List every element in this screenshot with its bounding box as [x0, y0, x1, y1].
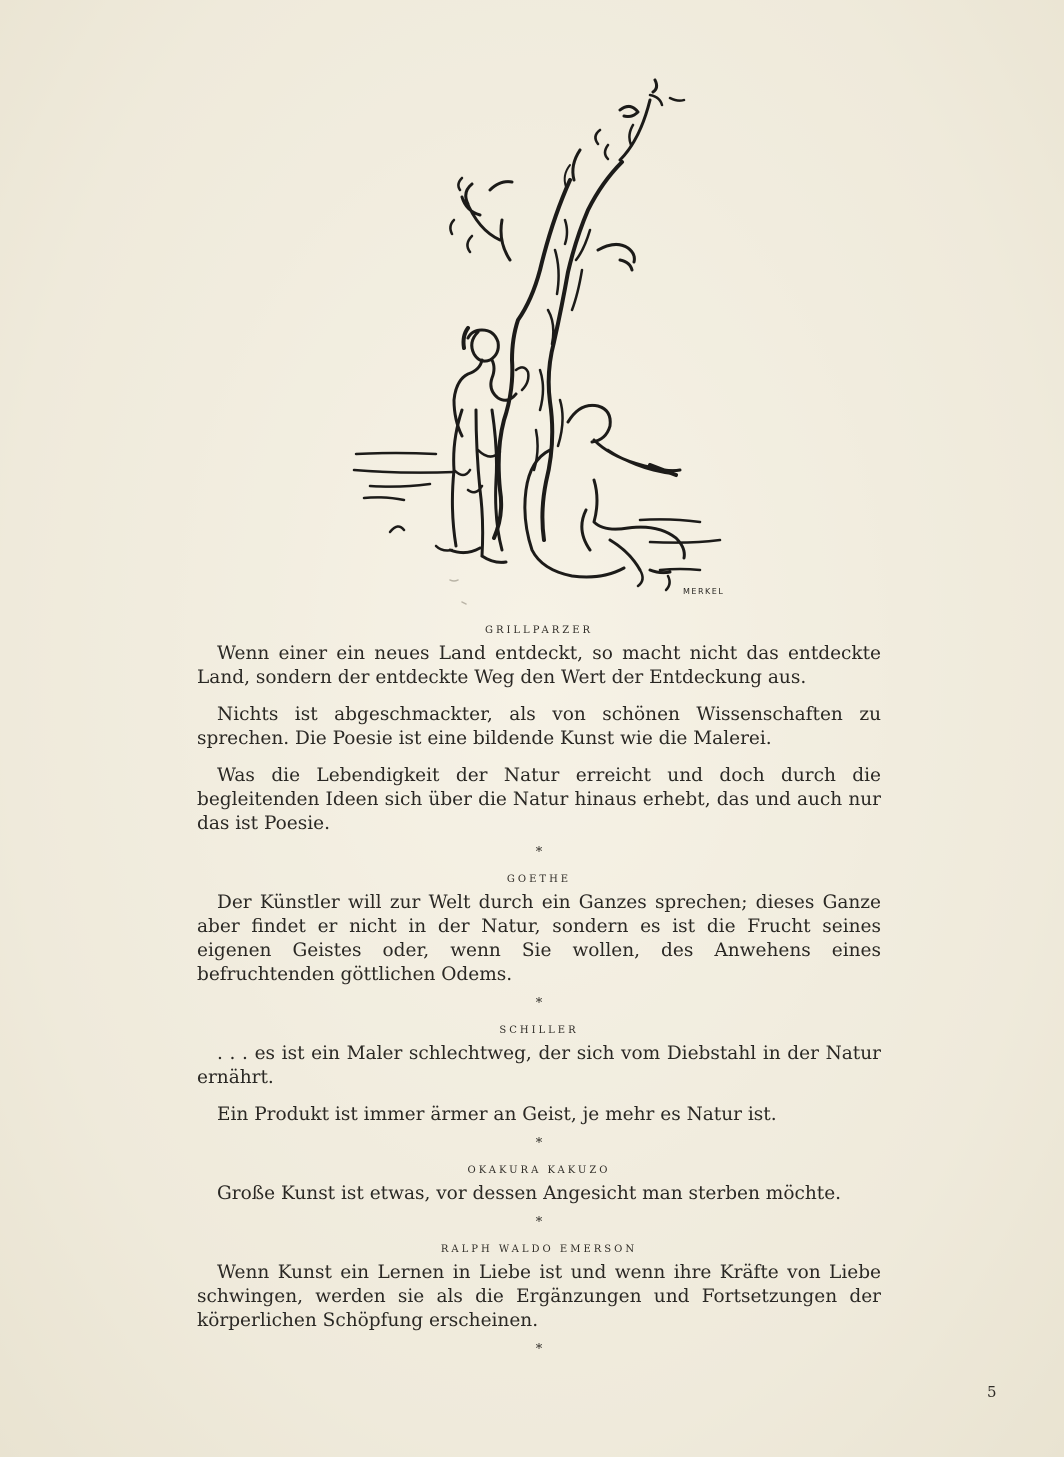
- quote-paragraph: Ein Produkt ist immer ärmer an Geist, je mehr es Natur ist.: [217, 1104, 777, 1125]
- separator-asterisk: *: [535, 1136, 543, 1151]
- separator-asterisk: *: [535, 996, 543, 1011]
- page-number: 5: [987, 1383, 997, 1401]
- author-heading: GRILLPARZER: [484, 625, 594, 636]
- separator-asterisk: *: [535, 1342, 543, 1357]
- quote-paragraph: . . . es ist ein Maler schlechtweg, der sich vom Diebstahl in der Natur ernährt.: [197, 1043, 881, 1088]
- separator-asterisk: *: [535, 1215, 543, 1230]
- quote-paragraph: Große Kunst ist etwas, vor dessen Angesicht man sterben möchte.: [217, 1183, 842, 1204]
- author-heading: SCHILLER: [499, 1025, 579, 1036]
- quote-paragraph: Nichts ist abgeschmackter, als von schönen Wissenschaften zu sprechen. Die Poesie ist eine bildende Kunst wie die Malerei.: [197, 704, 881, 749]
- quote-paragraph: Wenn einer ein neues Land entdeckt, so macht nicht das entdeckte Land, sondern der entdeckte Weg den Wert der Entdeckung aus.: [197, 643, 881, 688]
- quotations: [197, 622, 881, 1368]
- author-heading: GOETHE: [506, 874, 572, 885]
- quote-paragraph: Wenn Kunst ein Lernen in Liebe ist und wenn ihre Kräfte von Liebe schwingen, werden sie als die Ergänzungen und Fortsetzungen der körperlichen Schöpfung erscheinen.: [197, 1262, 881, 1331]
- separator-asterisk: *: [535, 845, 543, 860]
- tree-and-figures-illustration: [350, 70, 740, 610]
- author-heading: RALPH WALDO EMERSON: [440, 1244, 638, 1255]
- artist-signature: MERKEL: [683, 587, 725, 596]
- quote-paragraph: Was die Lebendigkeit der Natur erreicht und doch durch die begleitenden Ideen sich über die Natur hinaus erhebt, das und auch nur das ist Poesie.: [197, 765, 881, 834]
- quote-paragraph: Der Künstler will zur Welt durch ein Ganzes sprechen; dieses Ganze aber findet er nicht in der Natur, sondern es ist die Frucht seines eigenen Geistes oder, wenn Sie wollen, des Anwehens eines befruchtenden göttlichen Odems.: [197, 892, 881, 985]
- author-heading: OKAKURA KAKUZO: [467, 1165, 611, 1176]
